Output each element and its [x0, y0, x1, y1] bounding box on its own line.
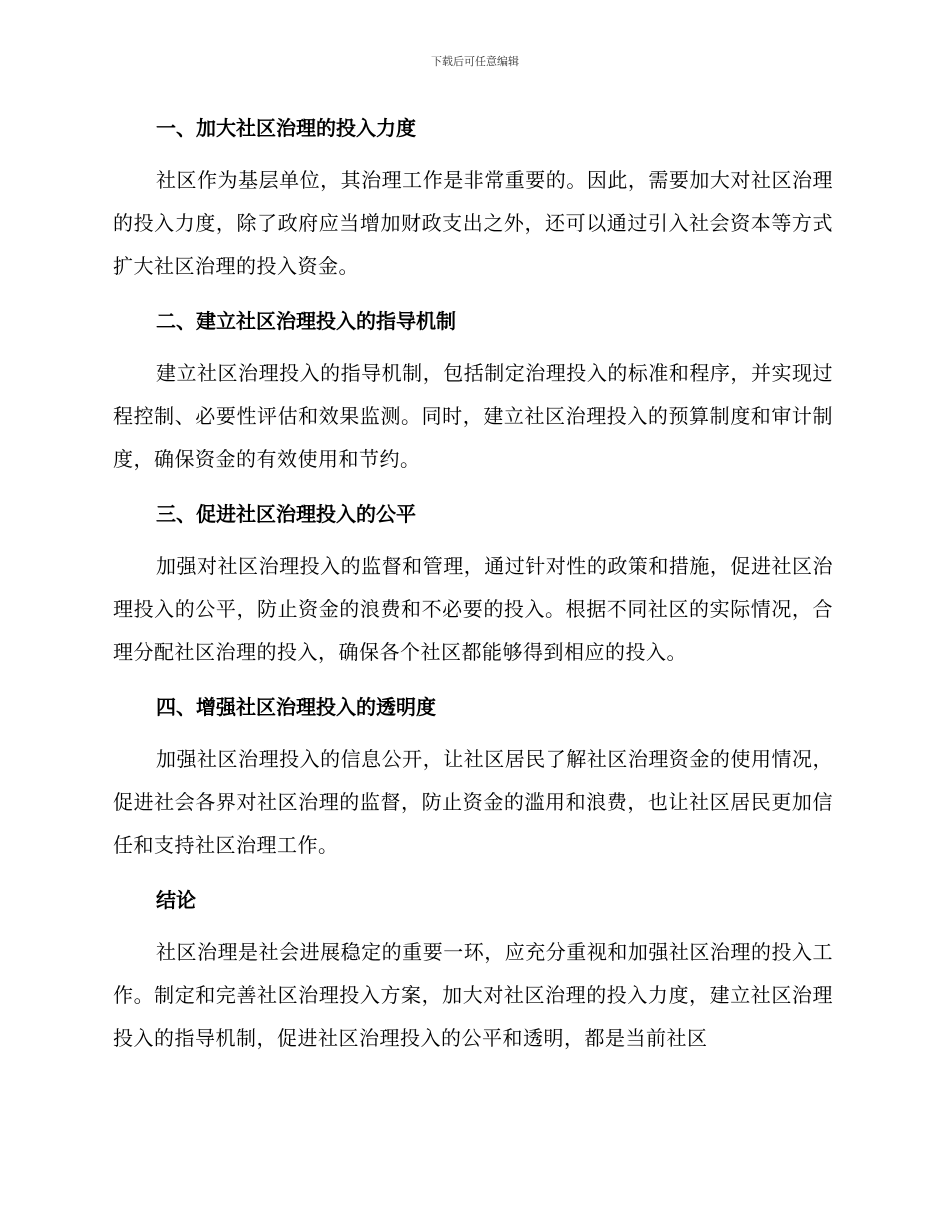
- section-paragraph-3: 加强对社区治理投入的监督和管理，通过针对性的政策和措施，促进社区治理投入的公平，防止资金的浪费和不必要的投入。根据不同社区的实际情况，合理分配社区治理的投入，确保各个社区都能够得到相应的投入。: [113, 554, 833, 664]
- section-heading-1: 一、加大社区治理的投入力度: [156, 116, 416, 140]
- page-header: 下载后可任意编辑: [431, 55, 519, 68]
- section-paragraph-2: 建立社区治理投入的指导机制，包括制定治理投入的标准和程序，并实现过程控制、必要性评估和效果监测。同时，建立社区治理投入的预算制度和审计制度，确保资金的有效使用和节约。: [113, 361, 833, 471]
- section-heading-2: 二、建立社区治理投入的指导机制: [156, 309, 456, 333]
- document-body: [113, 109, 833, 1074]
- section-heading-3: 三、促进社区治理投入的公平: [156, 502, 416, 526]
- section-paragraph-4: 加强社区治理投入的信息公开，让社区居民了解社区治理资金的使用情况，促进社会各界对社区治理的监督，防止资金的滥用和浪费，也让社区居民更加信任和支持社区治理工作。: [113, 747, 833, 857]
- section-heading-4: 四、增强社区治理投入的透明度: [156, 695, 436, 719]
- section-paragraph-1: 社区作为基层单位，其治理工作是非常重要的。因此，需要加大对社区治理的投入力度，除了政府应当增加财政支出之外，还可以通过引入社会资本等方式扩大社区治理的投入资金。: [113, 168, 833, 278]
- conclusion-paragraph: 社区治理是社会进展稳定的重要一环，应充分重视和加强社区治理的投入工作。制定和完善社区治理投入方案，加大对社区治理的投入力度，建立社区治理投入的指导机制，促进社区治理投入的公平和透明，都是当前社区: [113, 940, 833, 1050]
- conclusion-heading: 结论: [156, 888, 196, 912]
